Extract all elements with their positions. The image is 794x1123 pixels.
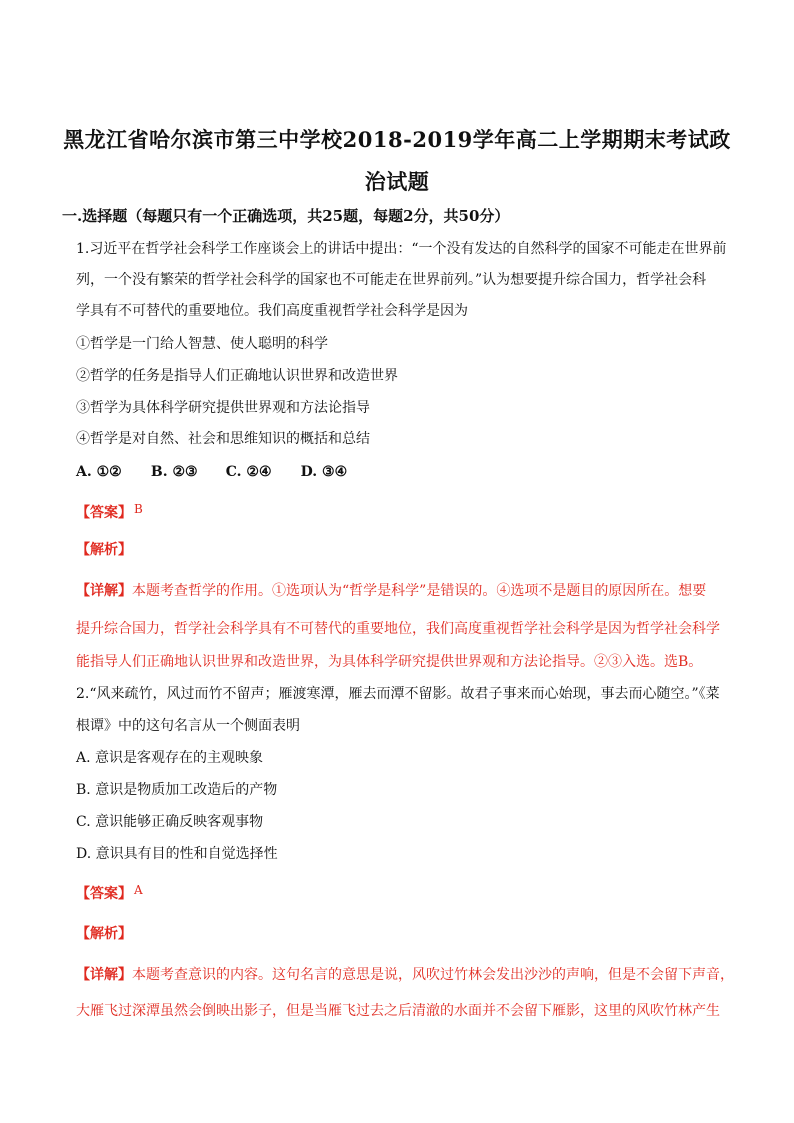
q1-answer-value: B [134,502,143,516]
q2-detail-label: 【详解】 [76,967,132,983]
q1-item-1: ①哲学是一门给人智慧、使人聪明的科学 [76,336,328,352]
q1-analysis-label: 【解析】 [76,542,132,558]
q2-analysis-row [76,924,726,944]
section-header: 一.选择题（每题只有一个正确选项，共25题，每题2分，共50分） [62,207,510,225]
q2-detail-text-1: 本题考查意识的内容。这句名言的意思是说，风吹过竹林会发出沙沙的声响，但是不会留下声音， [132,967,734,983]
q1-option-a: A. ①② [76,464,122,480]
q2-answer-row [76,880,726,904]
q2-option-c: C. 意识能够正确反映客观事物 [76,814,264,830]
doc-title-line-1: 黑龙江省哈尔滨市第三中学校2018-2019学年高二上学期期末考试政 [63,127,731,152]
q1-analysis-row [76,540,726,560]
q2-option-b: B. 意识是物质加工改造后的产物 [76,782,278,798]
q1-detail-line-2: 提升综合国力，哲学社会科学具有不可替代的重要地位，我们高度重视哲学社会科学是因为哲学社会科学 [76,621,720,637]
q2-answer-value: A [134,883,143,897]
q2-answer-label: 【答案】 [76,886,132,902]
q2-stem-line-2: 根谭》中的这句名言从一个侧面表明 [76,718,300,734]
q1-detail-line-1 [76,581,726,601]
q1-options [76,462,726,482]
q1-answer-label: 【答案】 [76,505,132,521]
q1-detail-line-3: 能指导人们正确地认识世界和改造世界，为具体科学研究提供世界观和方法论指导。②③入选。选B。 [76,654,703,670]
q1-option-d: D. ③④ [300,464,348,480]
q1-detail-text-1: 本题考查哲学的作用。①选项认为“哲学是科学”是错误的。④选项不是题目的原因所在。想要 [132,583,707,599]
q1-option-b: B. ②③ [150,464,198,480]
q2-stem-line-1: 2.“风来疏竹，风过而竹不留声；雁渡寒潭，雁去而潭不留影。故君子事来而心始现，事去而心随空。”《菜 [76,686,720,702]
q1-stem-line-2: 列，一个没有繁荣的哲学社会科学的国家也不可能走在世界前列。”认为想要提升综合国力，哲学社会科 [76,272,707,288]
q1-item-4: ④哲学是对自然、社会和思维知识的概括和总结 [76,431,370,447]
doc-title-line-2: 治试题 [364,169,430,194]
q2-option-a: A. 意识是客观存在的主观映象 [76,750,264,766]
q2-analysis-label: 【解析】 [76,926,132,942]
q1-detail-label: 【详解】 [76,583,132,599]
q1-item-3: ③哲学为具体科学研究提供世界观和方法论指导 [76,400,370,416]
q1-item-2: ②哲学的任务是指导人们正确地认识世界和改造世界 [76,368,398,384]
q2-option-d: D. 意识具有目的性和自觉选择性 [76,846,278,862]
q1-stem-line-1: 1.习近平在哲学社会科学工作座谈会上的讲话中提出：“一个没有发达的自然科学的国家不可能走在世界前 [76,241,727,257]
q2-detail-line-2: 大雁飞过深潭虽然会倒映出影子，但是当雁飞过去之后清澈的水面并不会留下雁影，这里的风吹竹林产生 [76,1003,720,1019]
q1-answer-row [76,499,726,523]
q1-option-c: C. ②④ [225,464,272,480]
q2-detail-line-1 [76,965,734,985]
q1-stem-line-3: 学具有不可替代的重要地位。我们高度重视哲学社会科学是因为 [76,303,468,319]
